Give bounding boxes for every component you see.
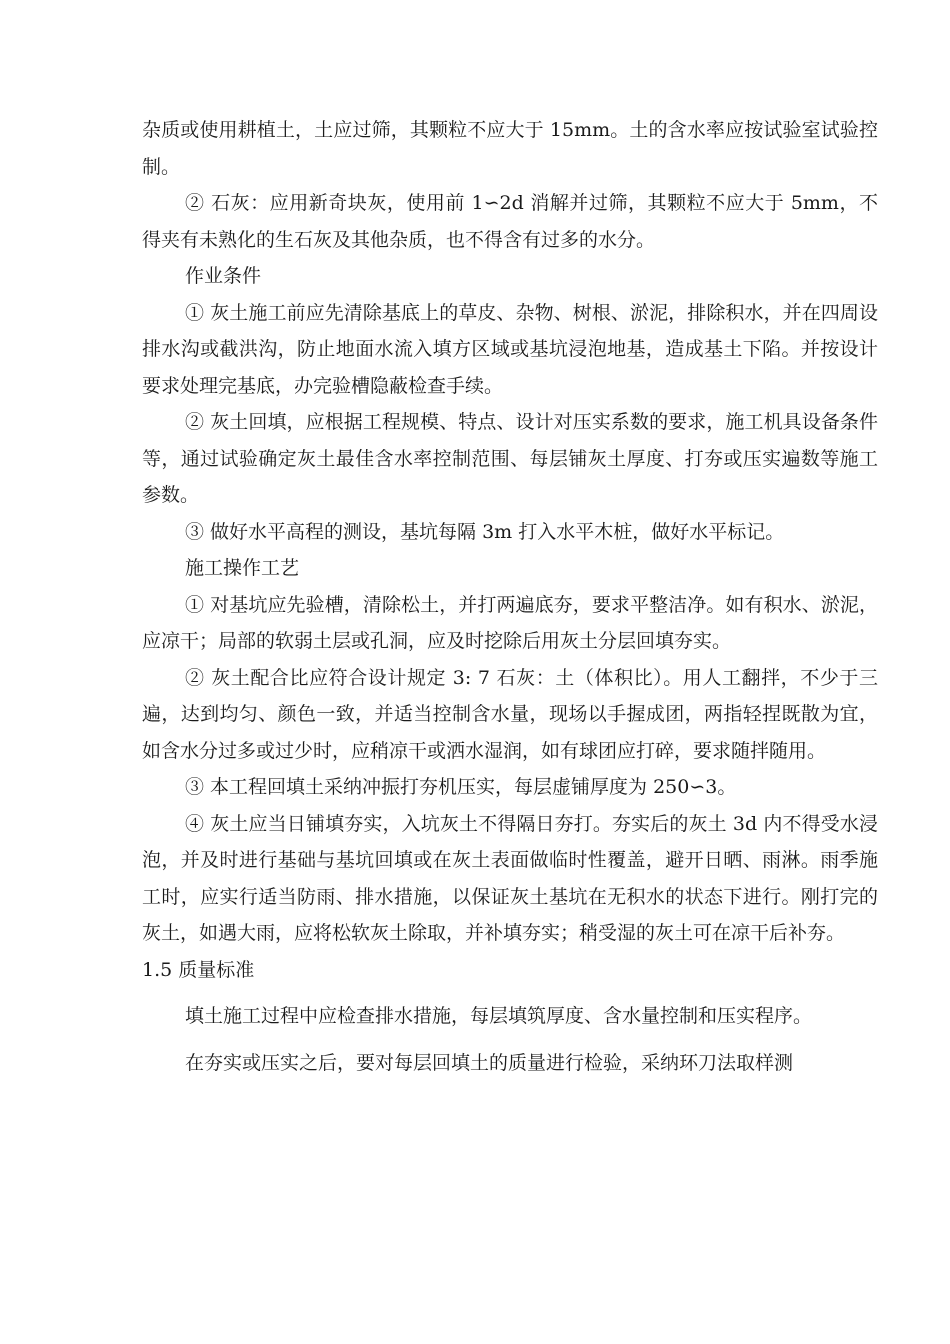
paragraph-process-2: ② 灰土配合比应符合设计规定 3: 7 石灰：土（体积比）。用人工翻拌，不少于三遍，达到均匀、颜色一致，并适当控制含水量，现场以手握成团，两指轻捏既散为宜，如含水分过多或过少时，应稍凉干或洒水湿润，如有球团应打碎，要求随拌随用。 [142, 666, 878, 762]
paragraph-process-1: ① 对基坑应先验槽，清除松土，并打两遍底夯，要求平整洁净。如有积水、淤泥，应凉干；局部的软弱土层或孔洞，应及时挖除后用灰土分层回填夯实。 [142, 593, 878, 652]
section-heading-quality: 1.5 质量标准 [142, 958, 255, 981]
subheading-work-conditions: 作业条件 [185, 265, 262, 287]
paragraph-quality-1: 填土施工过程中应检查排水措施，每层填筑厚度、含水量控制和压实程序。 [185, 1005, 813, 1027]
paragraph-process-3: ③ 本工程回填土采纳冲振打夯机压实，每层虚铺厚度为 250∽3。 [185, 776, 737, 798]
document-body [142, 112, 878, 1081]
paragraph-lime: ② 石灰：应用新奇块灰，使用前 1∽2d 消解并过筛，其颗粒不应大于 5mm，不得夹有未熟化的生石灰及其他杂质，也不得含有过多的水分。 [142, 192, 878, 251]
subheading-process: 施工操作工艺 [185, 557, 300, 579]
paragraph-condition-1: ① 灰土施工前应先清除基底上的草皮、杂物、树根、淤泥，排除积水，并在四周设排水沟或截洪沟，防止地面水流入填方区域或基坑浸泡地基，造成基土下陷。并按设计要求处理完基底，办完验槽隐蔽检查手续。 [142, 301, 878, 397]
paragraph-condition-3: ③ 做好水平高程的测设，基坑每隔 3m 打入水平木桩，做好水平标记。 [185, 520, 785, 543]
paragraph-continuation: 杂质或使用耕植土，土应过筛，其颗粒不应大于 15mm。土的含水率应按试验室试验控制。 [142, 119, 878, 178]
paragraph-quality-2: 在夯实或压实之后，要对每层回填土的质量进行检验，采纳环刀法取样测 [185, 1051, 794, 1074]
paragraph-condition-2: ② 灰土回填，应根据工程规模、特点、设计对压实系数的要求，施工机具设备条件等，通过试验确定灰土最佳含水率控制范围、每层铺灰土厚度、打夯或压实遍数等施工参数。 [142, 411, 878, 506]
paragraph-process-4: ④ 灰土应当日铺填夯实，入坑灰土不得隔日夯打。夯实后的灰土 3d 内不得受水浸泡，并及时进行基础与基坑回填或在灰土表面做临时性覆盖，避开日晒、雨淋。雨季施工时，应实行适当防雨、排水措施，以保证灰土基坑在无积水的状态下进行。刚打完的灰土，如遇大雨，应将松软灰土除取，并补填夯实；稍受湿的灰土可在凉干后补夯。 [142, 812, 878, 944]
